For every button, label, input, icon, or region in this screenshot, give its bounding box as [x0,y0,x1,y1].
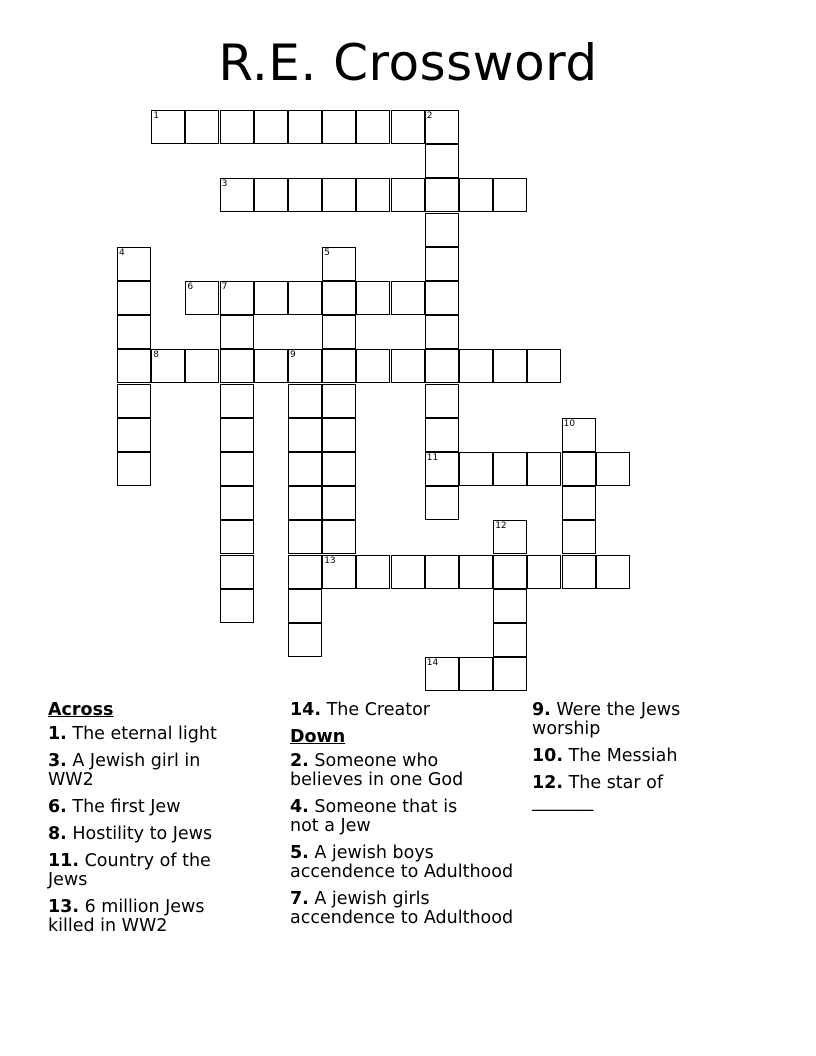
grid-cell[interactable] [493,623,527,657]
grid-cell[interactable] [562,520,596,554]
cell-number: 4 [119,247,125,258]
grid-cell[interactable] [425,247,459,281]
clue-8 [48,825,248,844]
grid-cell[interactable] [391,110,425,144]
grid-cell[interactable] [493,657,527,691]
grid-cell[interactable] [425,384,459,418]
clue-text: 6 million Jews killed in WW2 [48,897,205,936]
clue-number: 5. [290,843,309,863]
clue-number: 12. [532,773,564,793]
cell-number: 3 [221,179,228,190]
clue-text: The star of _______ [532,773,664,812]
grid-cell[interactable] [391,555,425,589]
grid-cell[interactable] [220,110,254,144]
clue-text: Country of the Jews [48,851,211,890]
clue-number: 8. [48,824,67,844]
clue-column-2 [290,701,530,936]
grid-cell[interactable] [425,110,459,144]
grid-cell[interactable] [425,144,459,178]
grid-cell[interactable] [493,520,527,554]
grid-cell[interactable] [425,486,459,520]
grid-cell[interactable] [425,418,459,452]
clue-text: The eternal light [66,724,217,744]
clue-13 [48,898,248,936]
cell-number: 9 [290,350,296,361]
grid-cell[interactable] [425,178,459,212]
cell-number: 5 [324,247,330,258]
grid-cell[interactable] [220,452,254,486]
grid-cell[interactable] [322,555,356,589]
grid-cell[interactable] [288,178,322,212]
grid-cell[interactable] [562,555,596,589]
grid-cell[interactable] [117,418,151,452]
clue-text: A jewish boys accendence to Adulthood [290,843,514,882]
grid-cell[interactable] [220,384,254,418]
cell-number: 12 [495,521,507,532]
grid-cell[interactable] [288,452,322,486]
grid-cell[interactable] [288,623,322,657]
page-title: R.E. Crossword [218,34,598,92]
grid-cell[interactable] [220,178,254,212]
clue-text: The Messiah [563,746,678,766]
grid-cell[interactable] [356,555,390,589]
clue-4 [290,798,530,836]
grid-cell[interactable] [493,178,527,212]
grid-cell[interactable] [356,349,390,383]
grid-cell[interactable] [117,384,151,418]
grid-cell[interactable] [322,349,356,383]
clue-number: 2. [290,751,309,771]
grid-cell[interactable] [117,247,151,281]
grid-cell[interactable] [185,110,219,144]
grid-cell[interactable] [322,384,356,418]
clue-text: A jewish girls accendence to Adulthood [290,889,514,928]
grid-cell[interactable] [459,178,493,212]
grid-cell[interactable] [391,178,425,212]
clue-6 [48,798,248,817]
grid-cell[interactable] [288,110,322,144]
grid-cell[interactable] [356,178,390,212]
cell-number: 2 [426,111,433,121]
grid-cell[interactable] [288,418,322,452]
clue-text: Were the Jews worship [532,700,681,739]
grid-cell[interactable] [220,589,254,623]
grid-cell[interactable] [562,418,596,452]
grid-cell[interactable] [322,110,356,144]
grid-cell[interactable] [493,349,527,383]
clue-number: 9. [532,700,551,720]
clue-3 [48,752,248,790]
grid-cell[interactable] [288,555,322,589]
grid-cell[interactable] [288,349,322,383]
grid-cell[interactable] [288,520,322,554]
grid-cell[interactable] [322,247,356,281]
cell-number: 6 [187,282,194,292]
grid-cell[interactable] [288,486,322,520]
grid-cell[interactable] [220,281,254,315]
grid-cell[interactable] [288,589,322,623]
grid-cell[interactable] [322,281,356,315]
grid-cell[interactable] [254,281,288,315]
grid-cell[interactable] [322,486,356,520]
clue-column-1 [48,701,248,944]
grid-cell[interactable] [254,349,288,383]
grid-cell[interactable] [391,281,425,315]
grid-cell[interactable] [220,418,254,452]
grid-cell[interactable] [117,349,151,383]
clue-number: 7. [290,889,309,909]
grid-cell[interactable] [322,315,356,349]
cell-number: 7 [221,282,228,292]
clue-text: Someone who believes in one God [290,751,464,790]
clue-text: The Creator [321,700,430,720]
cell-number: 10 [563,418,576,429]
grid-cell[interactable] [356,110,390,144]
grid-cell[interactable] [185,349,219,383]
clue-1 [48,725,248,744]
grid-cell[interactable] [117,315,151,349]
clue-7 [290,890,530,928]
grid-cell[interactable] [288,281,322,315]
clue-text: A Jewish girl in WW2 [48,751,201,790]
grid-cell[interactable] [322,178,356,212]
grid-cell[interactable] [425,349,459,383]
clue-14 [290,701,530,720]
grid-cell[interactable] [425,315,459,349]
grid-cell[interactable] [391,349,425,383]
grid-cell[interactable] [425,281,459,315]
grid-cell[interactable] [117,452,151,486]
grid-cell[interactable] [220,555,254,589]
grid-cell[interactable] [220,486,254,520]
grid-cell[interactable] [459,452,493,486]
across-heading: Across [48,700,114,720]
clue-number: 4. [290,797,309,817]
grid-cell[interactable] [562,452,596,486]
grid-cell[interactable] [322,418,356,452]
grid-cell[interactable] [356,281,390,315]
grid-cell[interactable] [425,452,459,486]
grid-cell[interactable] [220,349,254,383]
grid-cell[interactable] [185,281,219,315]
clue-2 [290,752,530,790]
clue-number: 1. [48,724,67,744]
cell-number: 13 [324,555,336,566]
clue-text: Someone that is not a Jew [290,797,458,836]
grid-cell[interactable] [493,452,527,486]
clue-column-3 [532,701,772,820]
grid-cell[interactable] [562,486,596,520]
grid-cell[interactable] [117,281,151,315]
grid-cell[interactable] [151,349,185,383]
clue-9 [532,701,772,739]
down-heading: Down [290,727,346,747]
grid-cell[interactable] [459,657,493,691]
grid-cell[interactable] [527,555,561,589]
clue-5 [290,844,530,882]
clue-10 [532,747,772,766]
cell-number: 1 [153,111,159,121]
clue-number: 10. [532,746,564,766]
cell-number: 11 [426,453,439,463]
grid-cell[interactable] [459,349,493,383]
clue-text: Hostility to Jews [66,824,213,844]
grid-cell[interactable] [596,452,630,486]
cell-number: 14 [426,658,439,669]
grid-cell[interactable] [254,178,288,212]
clue-11 [48,852,248,890]
grid-cell[interactable] [425,657,459,691]
grid-cell[interactable] [288,384,322,418]
grid-cell[interactable] [493,589,527,623]
clue-12 [532,774,772,812]
grid-cell[interactable] [425,555,459,589]
clue-number: 14. [290,700,322,720]
grid-cell[interactable] [151,110,185,144]
grid-cell[interactable] [220,315,254,349]
grid-cell[interactable] [220,520,254,554]
clue-number: 13. [48,897,80,917]
grid-cell[interactable] [322,452,356,486]
grid-cell[interactable] [493,555,527,589]
grid-cell[interactable] [322,520,356,554]
grid-cell[interactable] [425,213,459,247]
clue-number: 6. [48,797,67,817]
clue-text: The first Jew [66,797,181,817]
grid-cell[interactable] [527,452,561,486]
cell-number: 8 [153,350,159,361]
clue-number: 11. [48,851,80,871]
grid-cell[interactable] [254,110,288,144]
clue-number: 3. [48,751,67,771]
grid-cell[interactable] [527,349,561,383]
grid-cell[interactable] [596,555,630,589]
grid-cell[interactable] [459,555,493,589]
